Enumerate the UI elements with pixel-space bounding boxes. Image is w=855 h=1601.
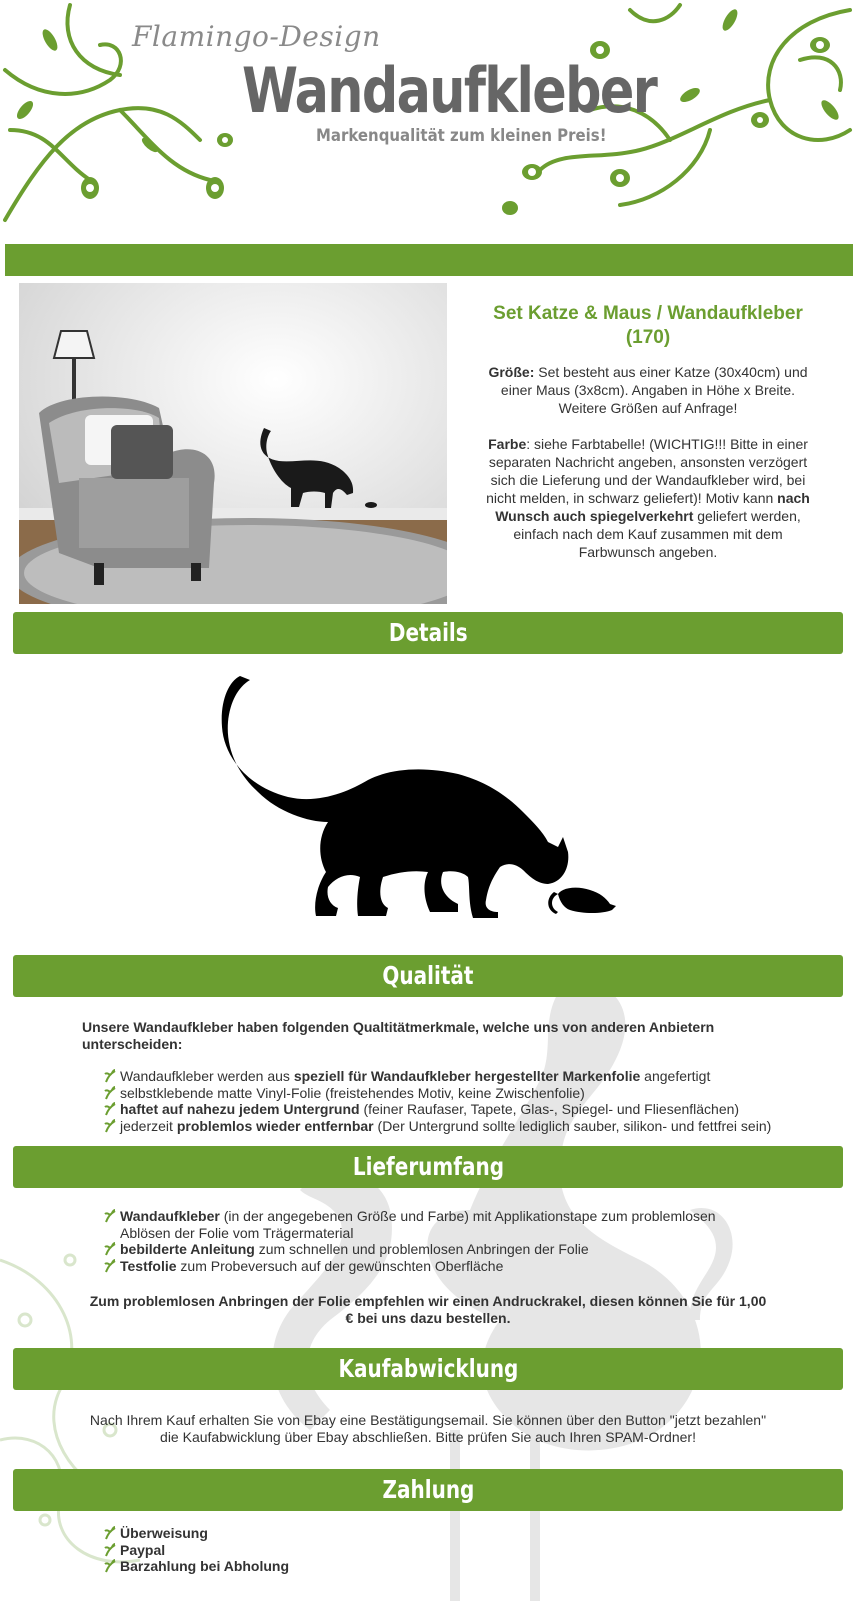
product-description [480, 363, 816, 561]
color-mirror-note: nach Wunsch auch spiegelverkehrt [495, 490, 810, 524]
leaf-bullet-icon [104, 1559, 116, 1573]
section-kaufabwicklung: Kaufabwicklung [13, 1348, 843, 1390]
brand-script: Flamingo-Design [132, 20, 381, 53]
leaf-bullet-icon [104, 1259, 116, 1273]
section-lieferumfang: Lieferumfang [13, 1146, 843, 1188]
color-text: : siehe Farbtabelle! (WICHTIG!!! Bitte in einer separaten Nachricht angeben, ansonsten verzögert sich die Lieferung und der Wandaufkleber wird, bei nicht melden, in schwarz geliefert)! Motiv kann [486, 436, 808, 506]
section-zahlung: Zahlung [13, 1469, 843, 1511]
section-details: Details [13, 612, 843, 654]
list-item: Paypal [104, 1542, 404, 1559]
product-title: Set Katze & Maus / Wandaufkleber (170) [493, 303, 803, 348]
leaf-bullet-icon [104, 1069, 116, 1083]
list-item: bebilderte Anleitung zum schnellen und problemlosen Anbringen der Folie [104, 1241, 754, 1258]
list-item: Wandaufkleber (in der angegebenen Größe und Farbe) mit Applikationstape zum problemlosen Ablösen der Folie vom Trägermaterial [104, 1208, 754, 1241]
brand-title: Wandaufkleber [242, 54, 657, 127]
list-item: Barzahlung bei Abholung [104, 1558, 404, 1575]
list-item: haftet auf nahezu jedem Untergrund (feiner Raufaser, Tapete, Glas-, Spiegel- und Fliesenflächen) [104, 1101, 824, 1118]
list-item: Wandaufkleber werden aus speziell für Wandaufkleber hergestellter Markenfolie angefertigt [104, 1068, 824, 1085]
checkout-text: Nach Ihrem Kauf erhalten Sie von Ebay eine Bestätigungsemail. Sie können über den Button "jetzt bezahlen" die Kaufabwicklung über Ebay abschließen. Bitte prüfen Sie auch Ihren SPAM-Ordner! [89, 1412, 767, 1445]
brand-subtitle: Markenqualität zum kleinen Preis! [316, 126, 607, 146]
quality-intro: Unsere Wandaufkleber haben folgenden Qualtitätmerkmale, welche uns von anderen Anbietern unterscheiden: [82, 1019, 715, 1052]
list-item: Testfolie zum Probeversuch auf der gewünschten Oberfläche [104, 1258, 754, 1275]
leaf-bullet-icon [104, 1119, 116, 1133]
header-bar [5, 244, 853, 276]
list-item: Überweisung [104, 1525, 404, 1542]
color-label: Farbe [488, 436, 527, 452]
list-item: jederzeit problemlos wieder entfernbar (Der Untergrund sollte lediglich sauber, silikon- und fettfrei sein) [104, 1118, 824, 1135]
leaf-bullet-icon [104, 1526, 116, 1540]
color-text-end: geliefert werden, einfach nach dem Kauf zusammen mit dem Farbwunsch angeben. [513, 508, 801, 560]
leaf-bullet-icon [104, 1242, 116, 1256]
payment-list [104, 1525, 404, 1575]
size-text: Set besteht aus einer Katze (30x40cm) und einer Maus (3x8cm). Angaben in Höhe x Breite. Weitere Größen auf Anfrage! [500, 364, 808, 416]
leaf-bullet-icon [104, 1209, 116, 1223]
section-qualitaet: Qualität [13, 955, 843, 997]
delivery-note: Zum problemlosen Anbringen der Folie empfehlen wir einen Andruckrakel, diesen können Sie für 1,00 € bei uns dazu bestellen. [89, 1293, 767, 1326]
list-item: selbstklebende matte Vinyl-Folie (freistehendes Motiv, keine Zwischenfolie) [104, 1085, 824, 1102]
leaf-bullet-icon [104, 1102, 116, 1116]
leaf-bullet-icon [104, 1543, 116, 1557]
size-label: Größe: [488, 364, 535, 380]
cat-mouse-motif [218, 672, 638, 932]
delivery-list [104, 1208, 754, 1274]
product-photo [19, 283, 447, 604]
leaf-bullet-icon [104, 1086, 116, 1100]
quality-list [104, 1068, 824, 1134]
